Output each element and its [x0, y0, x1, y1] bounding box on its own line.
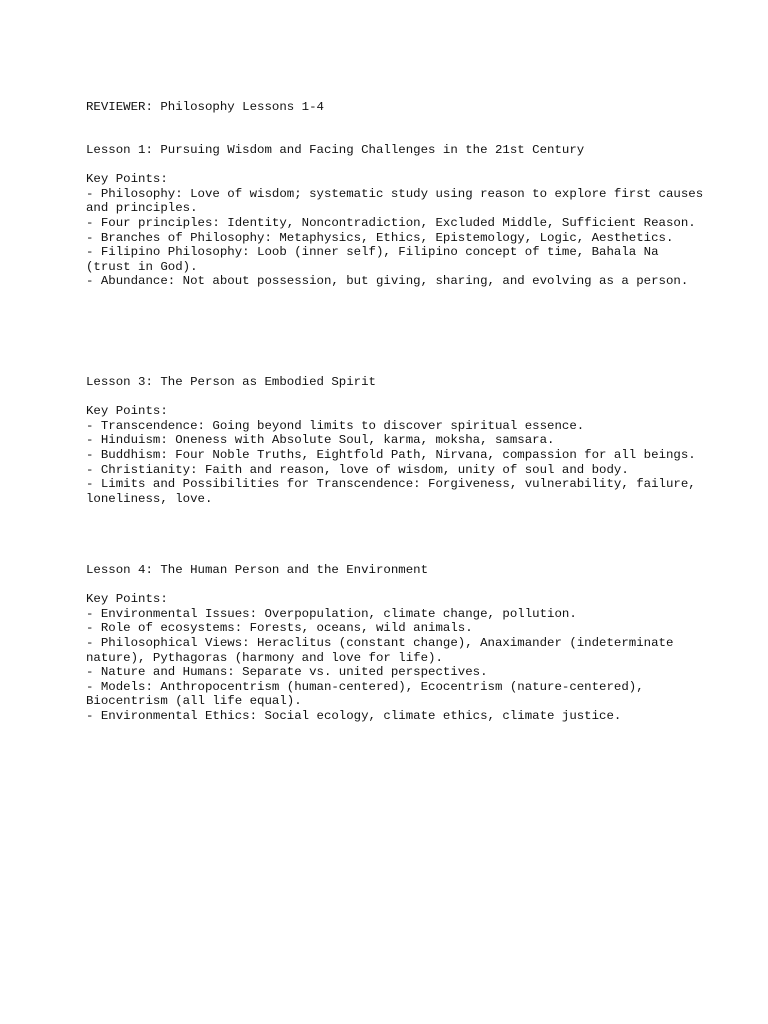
lesson-heading: Lesson 3: The Person as Embodied Spirit	[86, 375, 376, 389]
key-point: - Philosophical Views: Heraclitus (constant change), Anaximander (indeterminate nature), Pythagoras (harmony and love for life).	[86, 635, 674, 665]
lesson-heading: Lesson 4: The Human Person and the Environment	[86, 563, 429, 577]
lesson-1-section	[86, 143, 706, 289]
key-point: - Environmental Issues: Overpopulation, climate change, pollution.	[86, 606, 577, 621]
key-point: - Christianity: Faith and reason, love of wisdom, unity of soul and body.	[86, 462, 629, 477]
key-points-label: Key Points:	[86, 404, 168, 419]
lesson-heading: Lesson 1: Pursuing Wisdom and Facing Challenges in the 21st Century	[86, 143, 585, 157]
key-point: - Environmental Ethics: Social ecology, climate ethics, climate justice.	[86, 708, 622, 723]
key-point: - Limits and Possibilities for Transcendence: Forgiveness, vulnerability, failure, loneliness, love.	[86, 477, 696, 506]
key-points-label: Key Points:	[86, 172, 168, 187]
key-points-label: Key Points:	[86, 592, 168, 607]
key-point: - Four principles: Identity, Noncontradiction, Excluded Middle, Sufficient Reason.	[86, 215, 696, 230]
lesson-4-section	[86, 563, 706, 724]
key-point: - Buddhism: Four Noble Truths, Eightfold Path, Nirvana, compassion for all beings.	[86, 447, 696, 462]
key-point: - Role of ecosystems: Forests, oceans, wild animals.	[86, 621, 473, 636]
key-point: - Branches of Philosophy: Metaphysics, Ethics, Epistemology, Logic, Aesthetics.	[86, 230, 674, 245]
key-point: - Abundance: Not about possession, but giving, sharing, and evolving as a person.	[86, 274, 689, 289]
key-point: - Models: Anthropocentrism (human-centered), Ecocentrism (nature-centered), Biocentrism (all life equal).	[86, 679, 644, 709]
key-points-list	[86, 187, 706, 289]
key-point: - Transcendence: Going beyond limits to discover spiritual essence.	[86, 418, 585, 433]
key-point: - Nature and Humans: Separate vs. united perspectives.	[86, 665, 488, 680]
lesson-3-section	[86, 375, 706, 506]
key-point: - Hinduism: Oneness with Absolute Soul, karma, moksha, samsara.	[86, 433, 555, 448]
document-title: REVIEWER: Philosophy Lessons 1-4	[86, 100, 324, 114]
key-point: - Philosophy: Love of wisdom; systematic study using reason to explore first causes and principles.	[86, 186, 704, 216]
key-points-list	[86, 419, 706, 507]
key-point: - Filipino Philosophy: Loob (inner self), Filipino concept of time, Bahala Na (trust in God).	[86, 245, 659, 274]
key-points-list	[86, 607, 706, 724]
